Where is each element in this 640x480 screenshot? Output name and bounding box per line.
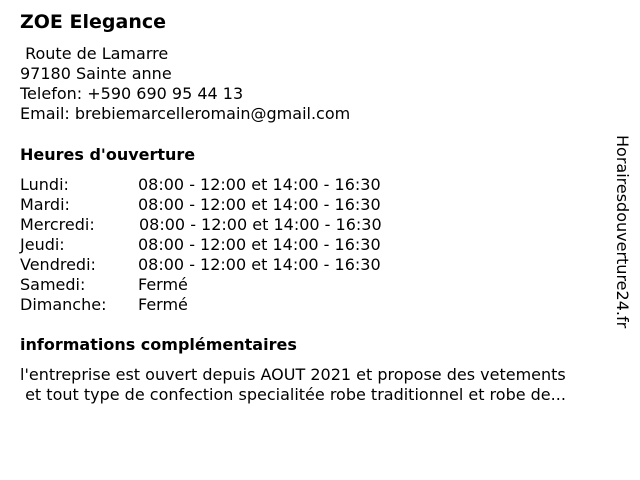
time-value: 08:00 - 12:00 et 14:00 - 16:30 [138, 235, 381, 254]
time-value: Fermé [138, 295, 188, 314]
phone-number: Telefon: +590 690 95 44 13 [20, 84, 244, 103]
day-label: Vendredi: [20, 255, 96, 274]
time-value: 08:00 - 12:00 et 14:00 - 16:30 [138, 175, 381, 194]
time-value: 08:00 - 12:00 et 14:00 - 16:30 [139, 215, 382, 234]
time-value: 08:00 - 12:00 et 14:00 - 16:30 [138, 255, 381, 274]
address-city: 97180 Sainte anne [20, 64, 172, 83]
info-heading: informations complémentaires [20, 335, 297, 354]
day-label: Mercredi: [20, 215, 95, 234]
time-value: 08:00 - 12:00 et 14:00 - 16:30 [138, 195, 381, 214]
info-line-2: et tout type de confection specialitée robe traditionnel et robe de... [20, 385, 566, 404]
watermark-text: Horairesdouverture24.fr [613, 135, 632, 329]
hours-heading: Heures d'ouverture [20, 145, 196, 164]
day-label: Lundi: [20, 175, 69, 194]
contact-block [20, 44, 350, 124]
address-street: Route de Lamarre [20, 44, 169, 63]
site-watermark [612, 135, 632, 345]
info-line-1: l'entreprise est ouvert depuis AOUT 2021 et propose des vetements [20, 365, 566, 384]
email-address: Email: brebiemarcelleromain@gmail.com [20, 104, 351, 123]
day-label: Jeudi: [20, 235, 65, 254]
info-description [20, 365, 566, 405]
day-label: Mardi: [20, 195, 70, 214]
time-value: Fermé [138, 275, 188, 294]
business-name: ZOE Elegance [20, 11, 166, 33]
day-label: Dimanche: [20, 295, 107, 314]
day-label: Samedi: [20, 275, 86, 294]
